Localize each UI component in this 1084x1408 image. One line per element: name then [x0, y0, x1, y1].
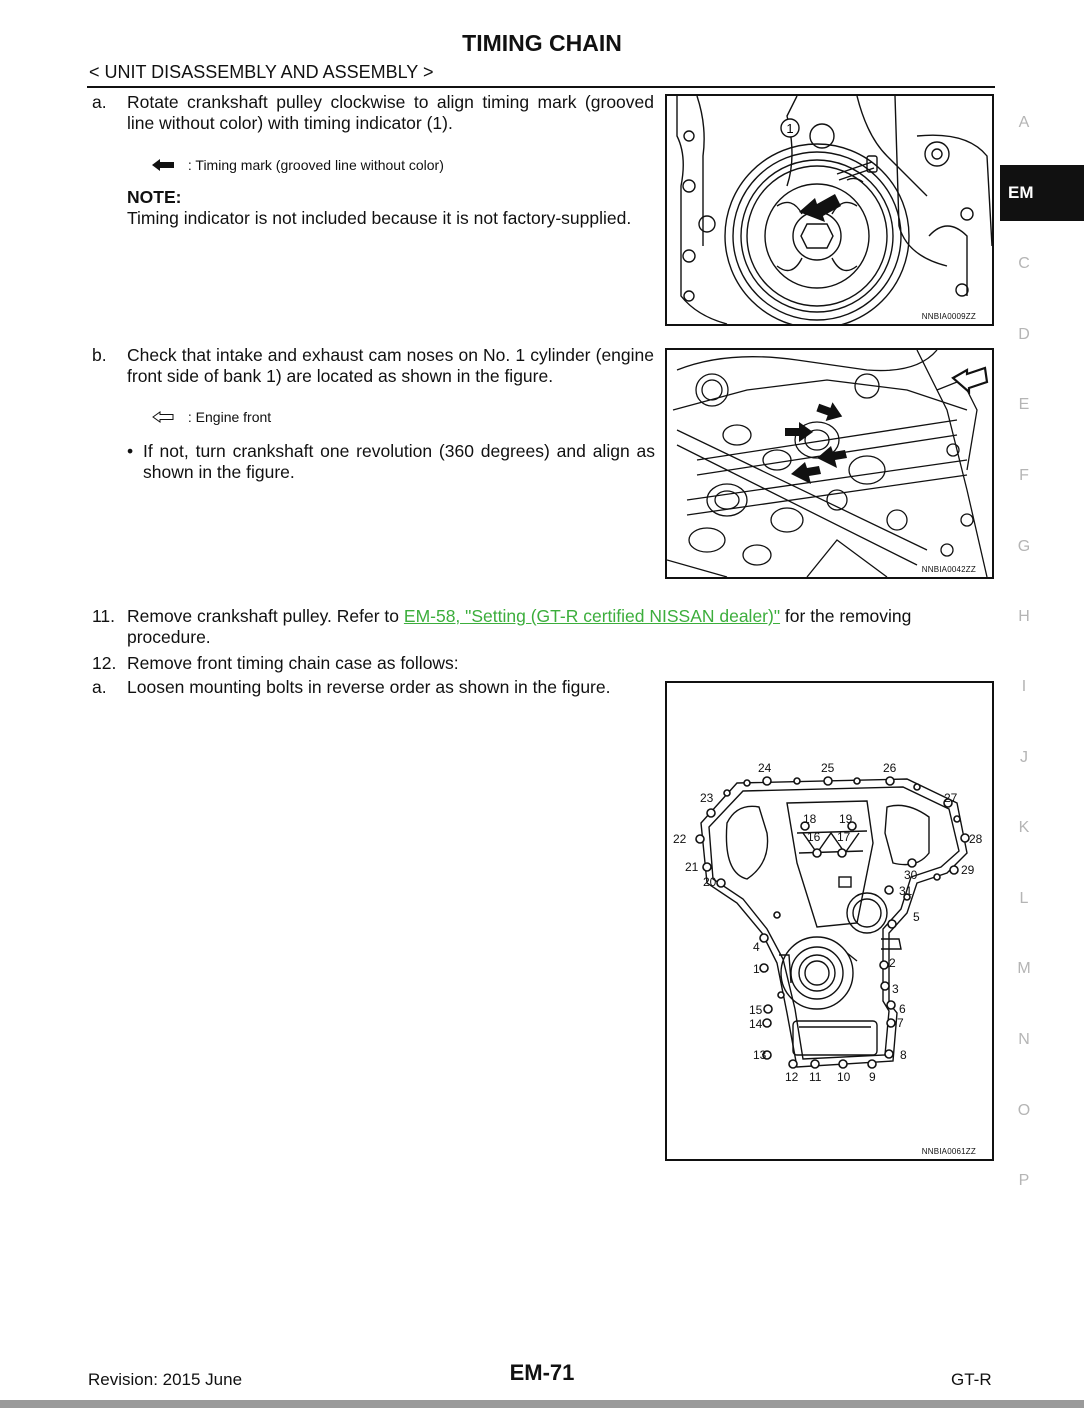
tab-i[interactable]: I: [1021, 678, 1027, 695]
bullet-item: [127, 441, 655, 483]
camshaft-illustration: [667, 350, 992, 577]
bolt-label: 28: [969, 832, 983, 846]
tab-j[interactable]: J: [1020, 749, 1028, 766]
figure-crankshaft-pulley: [665, 94, 994, 326]
figure-code: NNBIA0042ZZ: [921, 565, 976, 574]
bolt-label: 31: [899, 884, 913, 898]
figure-bolt-order: [665, 681, 994, 1161]
tab-n[interactable]: N: [1018, 1031, 1030, 1048]
tab-c[interactable]: C: [1018, 255, 1030, 272]
bolt-label: 21: [685, 860, 699, 874]
step-b: [92, 345, 656, 387]
step-text: Remove front timing chain case as follows:: [127, 653, 459, 673]
engine-front-legend: [152, 409, 552, 426]
timing-mark-arrow: [799, 194, 841, 222]
bolt-label: 24: [758, 761, 772, 775]
bolt-label: 3: [892, 982, 899, 996]
tab-a[interactable]: A: [1018, 114, 1030, 131]
bolt-label: 19: [839, 812, 853, 826]
tab-p[interactable]: P: [1018, 1172, 1030, 1189]
bolt-label: 18: [803, 812, 817, 826]
bolt-label: 4: [753, 940, 760, 954]
legend-text: : Timing mark (grooved line without color): [187, 157, 444, 173]
step-label: 11.: [92, 606, 116, 626]
bolt-label: 17: [837, 830, 851, 844]
bolt-label: 10: [837, 1070, 851, 1084]
bolt-label: 2: [889, 956, 896, 970]
bolt-label: 5: [913, 910, 920, 924]
reference-link[interactable]: EM-58, "Setting (GT-R certified NISSAN dealer)": [403, 606, 781, 626]
legend-text: : Engine front: [187, 409, 272, 425]
page-number: EM-71: [509, 1360, 575, 1385]
tab-e[interactable]: E: [1018, 396, 1030, 413]
bolt-label: 8: [900, 1048, 907, 1062]
tab-g[interactable]: G: [1017, 538, 1031, 555]
bolt-label: 14: [749, 1017, 763, 1031]
tab-m[interactable]: M: [1017, 960, 1031, 977]
tab-o[interactable]: O: [1017, 1102, 1031, 1119]
tab-f[interactable]: F: [1019, 467, 1029, 484]
step-text-before: Remove crankshaft pulley. Refer to: [127, 606, 404, 626]
bolt-label: 25: [821, 761, 835, 775]
bolt-label: 7: [897, 1016, 904, 1030]
outline-arrow-icon: [152, 410, 176, 426]
indicator-callout: 1: [786, 121, 794, 136]
page-title: TIMING CHAIN: [462, 30, 622, 56]
bolt-label: 13: [753, 1048, 767, 1062]
bolt-label: 15: [749, 1003, 763, 1017]
figure-code: NNBIA0009ZZ: [921, 312, 976, 321]
tab-l[interactable]: L: [1019, 890, 1029, 907]
step-label: b.: [92, 345, 107, 365]
timing-chain-case-illustration: [667, 683, 992, 1159]
model-text: GT-R: [951, 1370, 992, 1389]
step-text: Check that intake and exhaust cam noses on No. 1 cylinder (engine front side of bank 1) are located as shown in the figure.: [127, 345, 654, 386]
step-text: Rotate crankshaft pulley clockwise to align timing mark (grooved line without color) with timing indicator (1).: [127, 92, 654, 133]
bolt-label: 20: [703, 875, 717, 889]
bolt-label: 27: [944, 791, 958, 805]
bolt-label: 22: [673, 832, 687, 846]
filled-arrow-icon: [152, 158, 176, 174]
tab-d[interactable]: D: [1018, 326, 1030, 343]
bolt-label: 6: [899, 1002, 906, 1016]
bullet-text: If not, turn crankshaft one revolution (360 degrees) and align as shown in the figure.: [143, 441, 655, 482]
bolt-label: 23: [700, 791, 714, 805]
bolt-label: 30: [904, 868, 918, 882]
header-divider: [87, 86, 995, 88]
crankshaft-pulley-illustration: [667, 96, 992, 324]
note-title: NOTE:: [127, 187, 182, 207]
engine-front-arrow: [953, 368, 987, 392]
step-a2: [92, 677, 656, 698]
step-11: [92, 606, 994, 648]
bolt-label: 1: [753, 962, 760, 976]
step-label: 12.: [92, 653, 117, 673]
bottom-bar: [0, 1400, 1084, 1408]
tab-em[interactable]: EM: [1000, 165, 1084, 221]
step-text: [127, 606, 993, 648]
step-label: a.: [92, 92, 107, 112]
step-text: Loosen mounting bolts in reverse order as shown in the figure.: [127, 677, 611, 697]
bolt-label: 16: [807, 830, 821, 844]
bolt-label: 12: [785, 1070, 799, 1084]
bolt-label: 9: [869, 1070, 876, 1084]
step-text-after: for the removing procedure.: [127, 606, 912, 647]
bolt-label: 29: [961, 863, 975, 877]
revision-text: Revision: 2015 June: [88, 1370, 243, 1389]
figure-camshaft-noses: [665, 348, 994, 579]
step-a1: [92, 92, 656, 134]
tab-k[interactable]: K: [1018, 819, 1030, 836]
section-heading: < UNIT DISASSEMBLY AND ASSEMBLY >: [89, 62, 434, 82]
bolt-label: 11: [809, 1070, 822, 1084]
bullet-dot: •: [127, 441, 134, 461]
note-text: Timing indicator is not included because it is not factory-supplied.: [127, 208, 632, 228]
tab-h[interactable]: H: [1018, 608, 1030, 625]
bolt-label: 26: [883, 761, 897, 775]
timing-mark-legend: [152, 157, 552, 174]
bolt-markers: [696, 777, 969, 1068]
step-label: a.: [92, 677, 107, 697]
figure-code: NNBIA0061ZZ: [921, 1147, 976, 1156]
step-12: [92, 653, 656, 674]
